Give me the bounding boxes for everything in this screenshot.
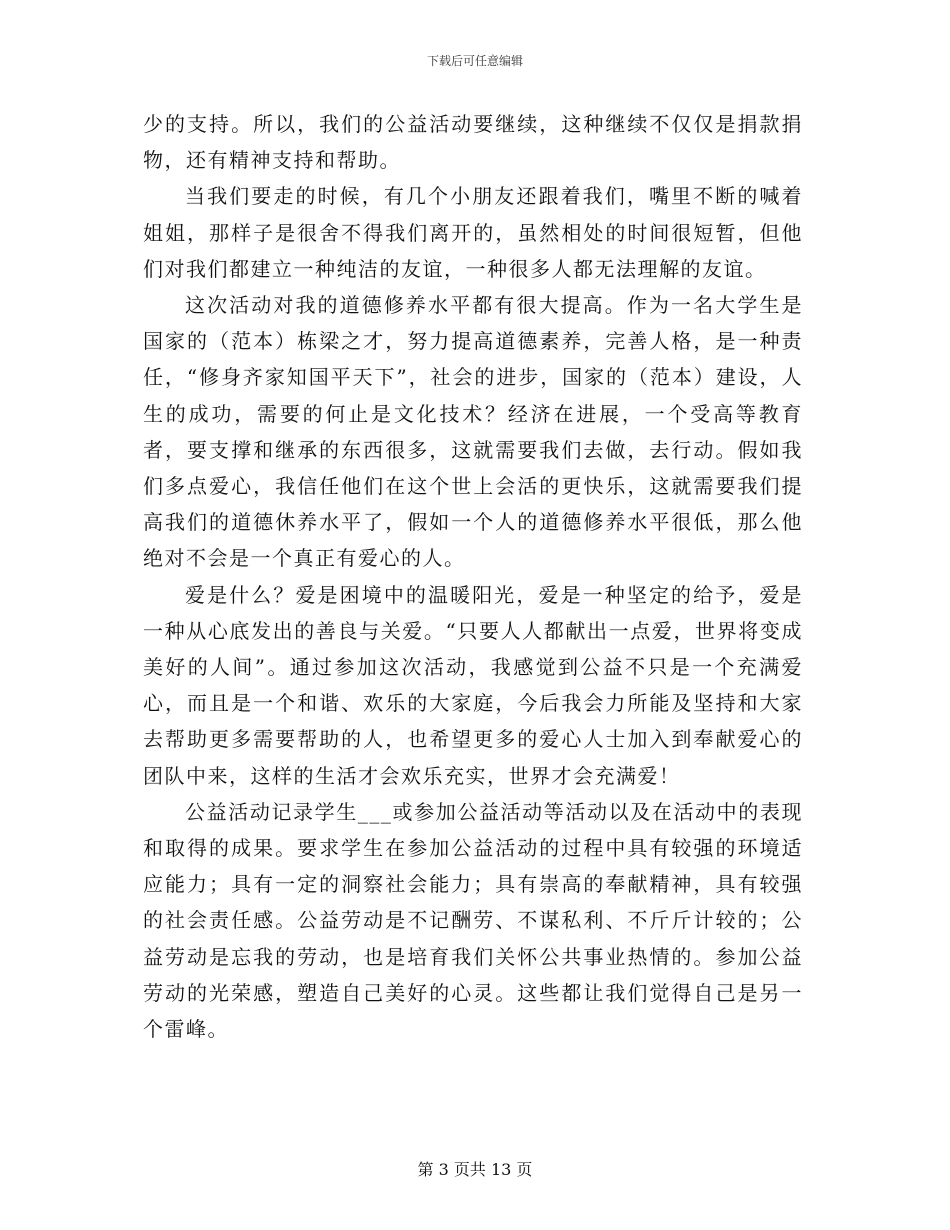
document-body [143,106,803,1047]
paragraph-continuation: 少的支持。所以，我们的公益活动要继续，这种继续不仅仅是捐款捐物，还有精神支持和帮助。 [143,112,803,173]
paragraph-what-is-love: 爱是什么？爱是困境中的温暖阳光，爱是一种坚定的给予，爱是一种从心底发出的善良与关爱。“只要人人都献出一点爱，世界将变成美好的人间”。通过参加这次活动，我感觉到公益不只是一个充满爱心，而且是一个和谐、欢乐的大家庭，今后我会力所能及坚持和大家去帮助更多需要帮助的人，也希望更多的爱心人士加入到奉献爱心的团队中来，这样的生活才会欢乐充实，世界才会充满爱！ [143,582,803,788]
page-header: 下载后可任意编辑 [426,54,523,68]
paragraph-moral-cultivation: 这次活动对我的道德修养水平都有很大提高。作为一名大学生是国家的（范本）栋梁之才，努力提高道德素养，完善人格，是一种责任，“修身齐家知国平天下”，社会的进步，国家的（范本）建设，人生的成功，需要的何止是文化技术？经济在进展，一个受高等教育者，要支撑和继承的东西很多，这就需要我们去做，去行动。假如我们多点爱心，我信任他们在这个世上会活的更快乐，这就需要我们提高我们的道德休养水平了，假如一个人的道德修养水平很低，那么他绝对不会是一个真正有爱心的人。 [143,293,803,571]
page-number-footer: 第 3 页共 13 页 [417,1160,533,1179]
paragraph-farewell: 当我们要走的时候，有几个小朋友还跟着我们，嘴里不断的喊着姐姐，那样子是很舍不得我们离开的，虽然相处的时间很短暂，但他们对我们都建立一种纯洁的友谊，一种很多人都无法理解的友谊。 [143,184,803,281]
paragraph-public-welfare-record: 公益活动记录学生___或参加公益活动等活动以及在活动中的表现和取得的成果。要求学生在参加公益活动的过程中具有较强的环境适应能力；具有一定的洞察社会能力；具有崇高的奉献精神，具有较强的社会责任感。公益劳动是不记酬劳、不谋私利、不斤斤计较的；公益劳动是忘我的劳动，也是培育我们关怀公共事业热情的。参加公益劳动的光荣感，塑造自己美好的心灵。这些都让我们觉得自己是另一个雷峰。 [143,799,803,1042]
